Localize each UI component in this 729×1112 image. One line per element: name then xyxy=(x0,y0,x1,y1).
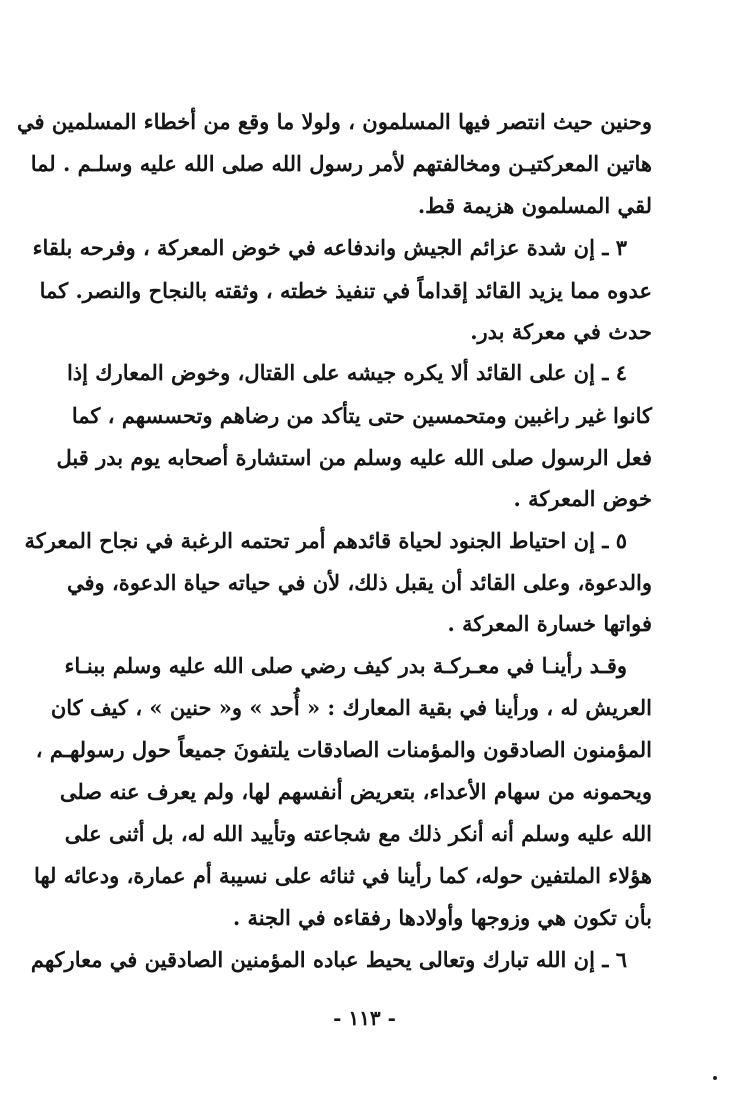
text-line-10: خوض المعركة . xyxy=(513,486,652,511)
text-line-17: ويحمونه من سهام الأعداء، بتعريض أنفسهم لها، ولم يعرف عنه صلى xyxy=(59,779,652,804)
text-line-12: والدعوة، وعلى القائد أن يقبل ذلك، لأن في حياته حياة الدعوة، وفي xyxy=(67,570,652,595)
text-line-14: وقـد رأينـا في معـركـة بدر كيف رضي صلى الله عليه وسلم ببنـاء xyxy=(64,653,627,678)
text-line-7: ٤ ـ إن على القائد ألا يكره جيشه على القتال، وخوض المعارك إذا xyxy=(66,360,627,385)
text-line-8: كانوا غير راغبين ومتحمسين حتى يتأكد من رضاهم وتحسسهم ، كما xyxy=(71,403,652,428)
text-line-18: الله عليه وسلم أنه أنكر ذلك مع شجاعته وتأييد الله له، بل أثنى على xyxy=(64,821,652,846)
text-line-21: ٦ ـ إن الله تبارك وتعالى يحيط عباده المؤمنين الصادقين في معاركهم xyxy=(30,947,627,972)
text-line-11: ٥ ـ إن احتياط الجنود لحياة قائدهم أمر تحتمه الرغبة في نجاح المعركة xyxy=(24,528,627,553)
text-line-3: لقي المسلمون هزيمة قط. xyxy=(417,193,652,218)
text-line-19: هؤلاء الملتفين حوله، كما رأينا في ثنائه على نسيبة أم عمارة، ودعائه لها xyxy=(33,863,652,888)
text-line-2: هاتين المعركتيـن ومخالفتهم لأمر رسول الله صلى الله عليه وسلـم . لما xyxy=(30,151,652,176)
text-line-20: بأن تكون هي وزوجها وأولادها رفقاءه في الجنة . xyxy=(232,905,652,930)
text-line-13: فواتها خسارة المعركة . xyxy=(447,611,652,636)
scan-speck xyxy=(713,1076,717,1080)
text-line-4: ٣ ـ إن شدة عزائم الجيش واندفاعه في خوض المعركة ، وفرحه بلقاء xyxy=(32,235,627,260)
text-line-16: المؤمنون الصادقون والمؤمنات الصادقات يلتفونَ جميعاً حول رسولهـم ، xyxy=(35,737,652,762)
page-number: - ١١٣ - xyxy=(333,1006,396,1030)
text-line-9: فعل الرسول صلى الله عليه وسلم من استشارة أصحابه يوم بدر قبل xyxy=(56,445,652,470)
text-line-6: حدث في معركة بدر. xyxy=(470,319,652,344)
text-line-5: عدوه مما يزيد القائد إقداماً في تنفيذ خطته ، وثقته بالنجاح والنصر. كما xyxy=(39,278,652,303)
text-line-15: العريش له ، ورأينا في بقية المعارك : « أُحد » و« حنين » ، كيف كان xyxy=(50,695,652,720)
text-line-1: وحنين حيث انتصر فيها المسلمون ، ولولا ما وقع من أخطاء المسلمين في xyxy=(17,109,652,134)
